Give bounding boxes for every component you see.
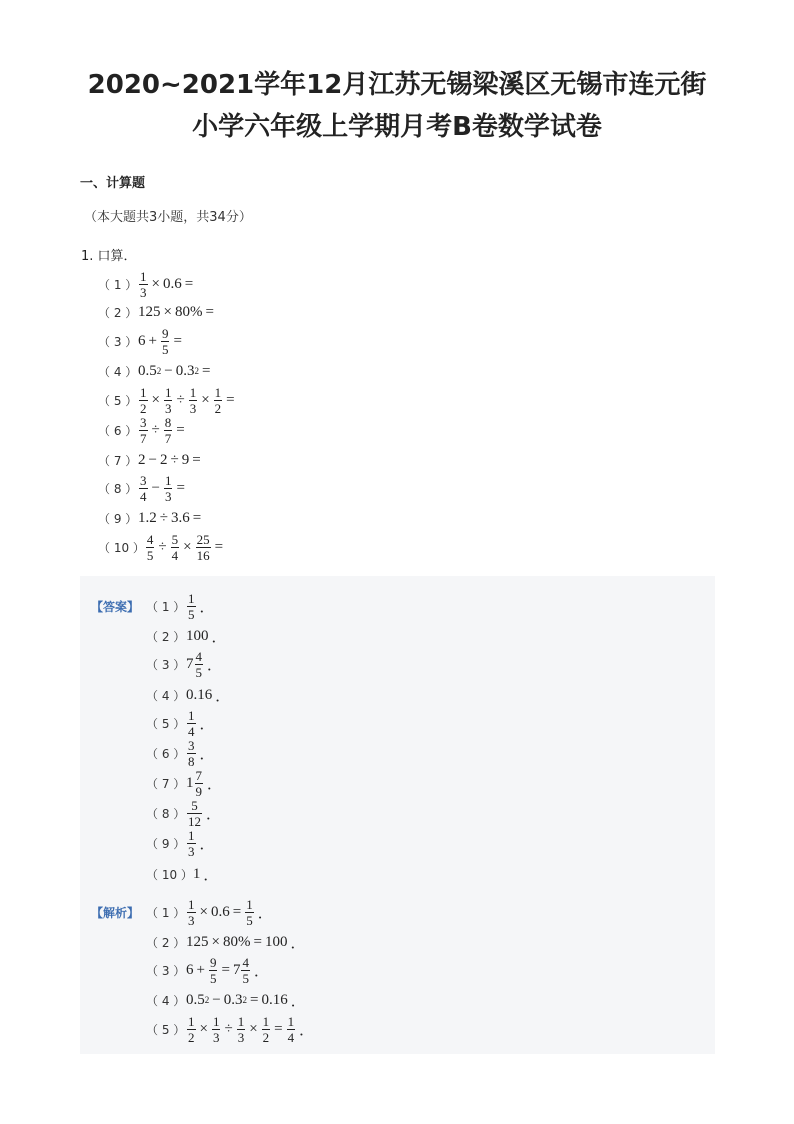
- math-expression: [186, 709, 218, 738]
- numerator: 1: [262, 1013, 270, 1029]
- math-expression: [186, 685, 233, 706]
- period: ．: [299, 1022, 315, 1039]
- numerator: 7: [195, 767, 202, 783]
- analysis-item-5: [146, 1015, 317, 1043]
- period: ．: [290, 935, 306, 952]
- exam-title: [60, 64, 734, 148]
- math-expression: [186, 932, 308, 953]
- number: 0.6: [210, 903, 230, 920]
- operator: =: [205, 303, 214, 320]
- numerator: 3: [140, 414, 147, 430]
- operator: ÷: [224, 1020, 233, 1037]
- numerator: 5: [191, 797, 198, 813]
- fraction: [237, 1015, 246, 1044]
- item-number: （ 3 ）: [146, 657, 186, 672]
- denominator: 3: [164, 400, 172, 416]
- item-number: （ 3 ）: [146, 963, 186, 978]
- number: 7: [232, 961, 241, 978]
- fraction: [209, 956, 218, 985]
- operator: ÷: [158, 538, 167, 555]
- denominator: 5: [246, 912, 253, 928]
- numerator: 1: [246, 896, 253, 912]
- math-expression: [193, 864, 222, 885]
- period: ．: [253, 963, 269, 980]
- math-expression: [186, 592, 218, 621]
- operator: =: [249, 991, 259, 1008]
- analysis-tag: 【解析】: [91, 906, 140, 920]
- number: 0.6: [162, 275, 182, 292]
- math-expression: [138, 304, 217, 321]
- operator: ×: [151, 275, 160, 292]
- answer-item-5: [146, 709, 218, 737]
- answer-item-7: [146, 769, 225, 797]
- operator: −: [164, 362, 173, 379]
- fraction: [187, 898, 196, 927]
- number: 6: [186, 961, 194, 978]
- number: 7: [186, 655, 194, 672]
- item-number: （ 2 ）: [146, 629, 186, 644]
- numerator: 1: [140, 268, 147, 284]
- number: 6: [138, 332, 146, 349]
- denominator: 5: [209, 970, 217, 986]
- operator: ÷: [170, 451, 179, 468]
- operator: −: [212, 991, 221, 1008]
- fraction: [195, 769, 204, 798]
- fraction: [139, 386, 148, 415]
- math-expression: [186, 769, 225, 798]
- numerator: 4: [195, 648, 202, 664]
- item-number: （ 2 ）: [98, 305, 138, 320]
- period: ．: [257, 905, 273, 922]
- operator: =: [274, 1020, 283, 1037]
- analysis-item-3: [146, 956, 272, 984]
- question-item-10: [98, 533, 226, 561]
- math-expression: [145, 533, 226, 562]
- title-line-2: 小学六年级上学期月考B卷数学试卷: [192, 112, 602, 142]
- answer-item-8: [146, 799, 224, 827]
- denominator: 2: [214, 400, 222, 416]
- fraction: [171, 533, 180, 562]
- fraction: [187, 829, 196, 858]
- item-number: （ 6 ）: [146, 746, 186, 761]
- item-number: （ 2 ）: [146, 935, 186, 950]
- fraction: [245, 898, 254, 927]
- fraction: [189, 386, 198, 415]
- fraction: [241, 956, 250, 985]
- fraction: [212, 1015, 221, 1044]
- number: 0.3: [223, 991, 243, 1008]
- fraction: [139, 270, 148, 299]
- math-expression: [186, 898, 276, 927]
- denominator: 8: [188, 753, 195, 769]
- item-number: （ 9 ）: [146, 836, 186, 851]
- operator: ×: [201, 391, 210, 408]
- denominator: 3: [188, 843, 195, 859]
- numerator: 8: [164, 414, 172, 430]
- denominator: 12: [188, 813, 201, 829]
- item-number: （ 5 ）: [146, 716, 186, 731]
- item-number: （ 1 ）: [98, 277, 138, 292]
- math-expression: [186, 626, 230, 647]
- analysis-item-1: [146, 898, 276, 926]
- number: 125: [186, 933, 209, 950]
- numerator: 1: [188, 896, 195, 912]
- period: ．: [199, 599, 215, 616]
- period: ．: [207, 657, 223, 674]
- number: 1.2: [138, 509, 157, 526]
- fraction: [187, 799, 202, 828]
- math-expression: [138, 363, 213, 380]
- question-item-4: [98, 357, 213, 385]
- item-number: （ 4 ）: [146, 993, 186, 1008]
- question-item-8: [98, 474, 188, 502]
- operator: ×: [199, 903, 208, 920]
- question-item-9: [98, 504, 204, 532]
- numerator: 1: [164, 472, 172, 488]
- title-line-1: 2020~2021学年12月江苏无锡梁溪区无锡市连元街: [87, 70, 707, 100]
- item-number: （ 5 ）: [98, 393, 138, 408]
- number: 100: [264, 933, 288, 950]
- answer-item-4: [146, 681, 233, 709]
- number: 0.5: [186, 991, 205, 1008]
- period: ．: [206, 806, 222, 823]
- number: 80%: [174, 303, 203, 320]
- numerator: 9: [209, 954, 217, 970]
- operator: ×: [249, 1020, 258, 1037]
- number: 2: [159, 451, 168, 468]
- math-expression: [186, 956, 272, 985]
- operator: ×: [183, 538, 192, 555]
- analysis-item-2: [146, 928, 308, 956]
- operator: =: [232, 903, 242, 920]
- answer-item-6: [146, 739, 218, 767]
- numerator: 1: [212, 1013, 220, 1029]
- section-heading: 一、计算题: [80, 176, 146, 191]
- numerator: 1: [140, 384, 147, 400]
- math-expression: [186, 650, 225, 679]
- exponent: 2: [156, 366, 162, 376]
- answer-item-1: [146, 592, 218, 620]
- fraction: [187, 1015, 196, 1044]
- math-expression: [138, 386, 238, 415]
- math-expression: [186, 739, 218, 768]
- question-item-3: [98, 327, 185, 355]
- math-expression: [138, 510, 204, 527]
- operator: ×: [151, 391, 160, 408]
- question-item-1: [98, 270, 196, 298]
- numerator: 1: [189, 384, 197, 400]
- denominator: 16: [196, 547, 210, 563]
- fraction: [164, 474, 173, 503]
- fraction: [187, 592, 196, 621]
- number: 1: [186, 774, 194, 791]
- operator: −: [148, 451, 157, 468]
- operator: =: [184, 275, 194, 292]
- fraction: [146, 533, 155, 562]
- operator: ×: [163, 303, 172, 320]
- fraction: [187, 739, 196, 768]
- denominator: 2: [262, 1029, 270, 1045]
- item-number: （ 8 ）: [98, 481, 138, 496]
- question-label: 1. 口算．: [81, 249, 137, 264]
- number: 0.5: [138, 362, 157, 379]
- operator: ×: [199, 1020, 208, 1037]
- item-number: （ 4 ）: [146, 688, 186, 703]
- numerator: 4: [146, 531, 154, 547]
- question-item-6: [98, 416, 188, 444]
- operator: =: [192, 451, 201, 468]
- numerator: 1: [188, 707, 195, 723]
- math-expression: [186, 1015, 317, 1044]
- period: ．: [203, 867, 219, 884]
- numerator: 9: [161, 325, 169, 341]
- period: ．: [211, 629, 227, 646]
- number: 0.16: [186, 686, 213, 703]
- numerator: 25: [196, 531, 210, 547]
- fraction: [214, 386, 223, 415]
- exponent: 2: [204, 995, 210, 1005]
- number: 0.3: [175, 362, 195, 379]
- number: 80%: [222, 933, 251, 950]
- denominator: 5: [188, 606, 195, 622]
- numerator: 1: [188, 590, 195, 606]
- math-expression: [138, 327, 185, 356]
- period: ．: [215, 688, 231, 705]
- fraction: [262, 1015, 271, 1044]
- operator: =: [253, 933, 262, 950]
- operator: =: [226, 391, 235, 408]
- denominator: 4: [171, 547, 179, 563]
- math-expression: [138, 416, 188, 445]
- denominator: 5: [146, 547, 154, 563]
- operator: −: [151, 479, 160, 496]
- item-number: （ 1 ）: [146, 599, 186, 614]
- operator: =: [221, 961, 230, 978]
- operator: =: [214, 538, 224, 555]
- fraction: [161, 327, 170, 356]
- denominator: 3: [189, 400, 197, 416]
- number: 100: [186, 627, 209, 644]
- item-number: （ 10 ）: [146, 867, 193, 882]
- question-item-5: [98, 386, 238, 414]
- item-number: （ 7 ）: [146, 776, 186, 791]
- answer-tag: 【答案】: [91, 600, 140, 614]
- operator: ÷: [176, 391, 185, 408]
- operator: =: [173, 332, 182, 349]
- operator: ÷: [159, 509, 168, 526]
- operator: +: [196, 961, 205, 978]
- number: 3.6: [170, 509, 190, 526]
- denominator: 7: [140, 430, 147, 446]
- numerator: 4: [242, 954, 249, 970]
- denominator: 3: [164, 488, 172, 504]
- denominator: 3: [140, 284, 147, 300]
- item-number: （ 6 ）: [98, 423, 138, 438]
- answer-item-10: [146, 860, 221, 888]
- math-expression: [138, 474, 188, 503]
- number: 2: [138, 451, 146, 468]
- denominator: 2: [140, 400, 147, 416]
- math-expression: [186, 799, 224, 828]
- period: ．: [207, 776, 223, 793]
- numerator: 5: [171, 531, 179, 547]
- question-item-7: [98, 446, 204, 474]
- denominator: 5: [195, 664, 202, 680]
- fraction: [164, 386, 173, 415]
- exponent: 2: [242, 995, 247, 1005]
- numerator: 1: [164, 384, 172, 400]
- denominator: 5: [161, 341, 169, 357]
- math-expression: [186, 990, 309, 1011]
- math-expression: [138, 270, 196, 299]
- number: 0.16: [261, 991, 288, 1008]
- period: ．: [290, 993, 306, 1010]
- math-expression: [138, 452, 204, 469]
- fraction: [187, 709, 196, 738]
- item-number: （ 10 ）: [98, 540, 145, 555]
- operator: =: [192, 509, 202, 526]
- operator: ÷: [151, 421, 160, 438]
- item-number: （ 7 ）: [98, 453, 138, 468]
- fraction: [139, 416, 148, 445]
- item-number: （ 1 ）: [146, 905, 186, 920]
- fraction: [139, 474, 148, 503]
- denominator: 2: [188, 1029, 195, 1045]
- denominator: 7: [164, 430, 172, 446]
- period: ．: [199, 746, 215, 763]
- denominator: 4: [287, 1029, 295, 1045]
- item-number: （ 4 ）: [98, 364, 138, 379]
- analysis-item-4: [146, 986, 309, 1014]
- denominator: 3: [188, 912, 195, 928]
- number: 1: [192, 865, 201, 882]
- operator: =: [176, 421, 185, 438]
- denominator: 4: [188, 723, 195, 739]
- denominator: 4: [140, 488, 147, 504]
- denominator: 9: [195, 783, 202, 799]
- numerator: 3: [188, 737, 195, 753]
- item-number: （ 3 ）: [98, 334, 138, 349]
- operator: +: [148, 332, 157, 349]
- question-item-2: [98, 298, 217, 326]
- item-number: （ 8 ）: [146, 806, 186, 821]
- period: ．: [199, 836, 215, 853]
- numerator: 1: [287, 1013, 295, 1029]
- fraction: [287, 1015, 296, 1044]
- operator: =: [201, 362, 211, 379]
- operator: =: [176, 479, 185, 496]
- fraction: [164, 416, 173, 445]
- exponent: 2: [194, 366, 199, 376]
- item-number: （ 5 ）: [146, 1022, 186, 1037]
- item-number: （ 9 ）: [98, 511, 138, 526]
- fraction: [196, 533, 211, 562]
- answer-item-3: [146, 650, 225, 678]
- numerator: 1: [188, 1013, 195, 1029]
- answer-item-9: [146, 829, 218, 857]
- operator: ×: [211, 933, 220, 950]
- answer-item-2: [146, 622, 230, 650]
- numerator: 3: [140, 472, 147, 488]
- math-expression: [186, 829, 218, 858]
- section-note: （本大题共3小题，共34分）: [84, 210, 252, 225]
- numerator: 1: [237, 1013, 245, 1029]
- denominator: 3: [212, 1029, 220, 1045]
- fraction: [195, 650, 204, 679]
- number: 9: [181, 451, 190, 468]
- denominator: 3: [237, 1029, 245, 1045]
- numerator: 1: [214, 384, 222, 400]
- number: 125: [138, 303, 161, 320]
- period: ．: [199, 716, 215, 733]
- numerator: 1: [188, 827, 195, 843]
- denominator: 5: [242, 970, 249, 986]
